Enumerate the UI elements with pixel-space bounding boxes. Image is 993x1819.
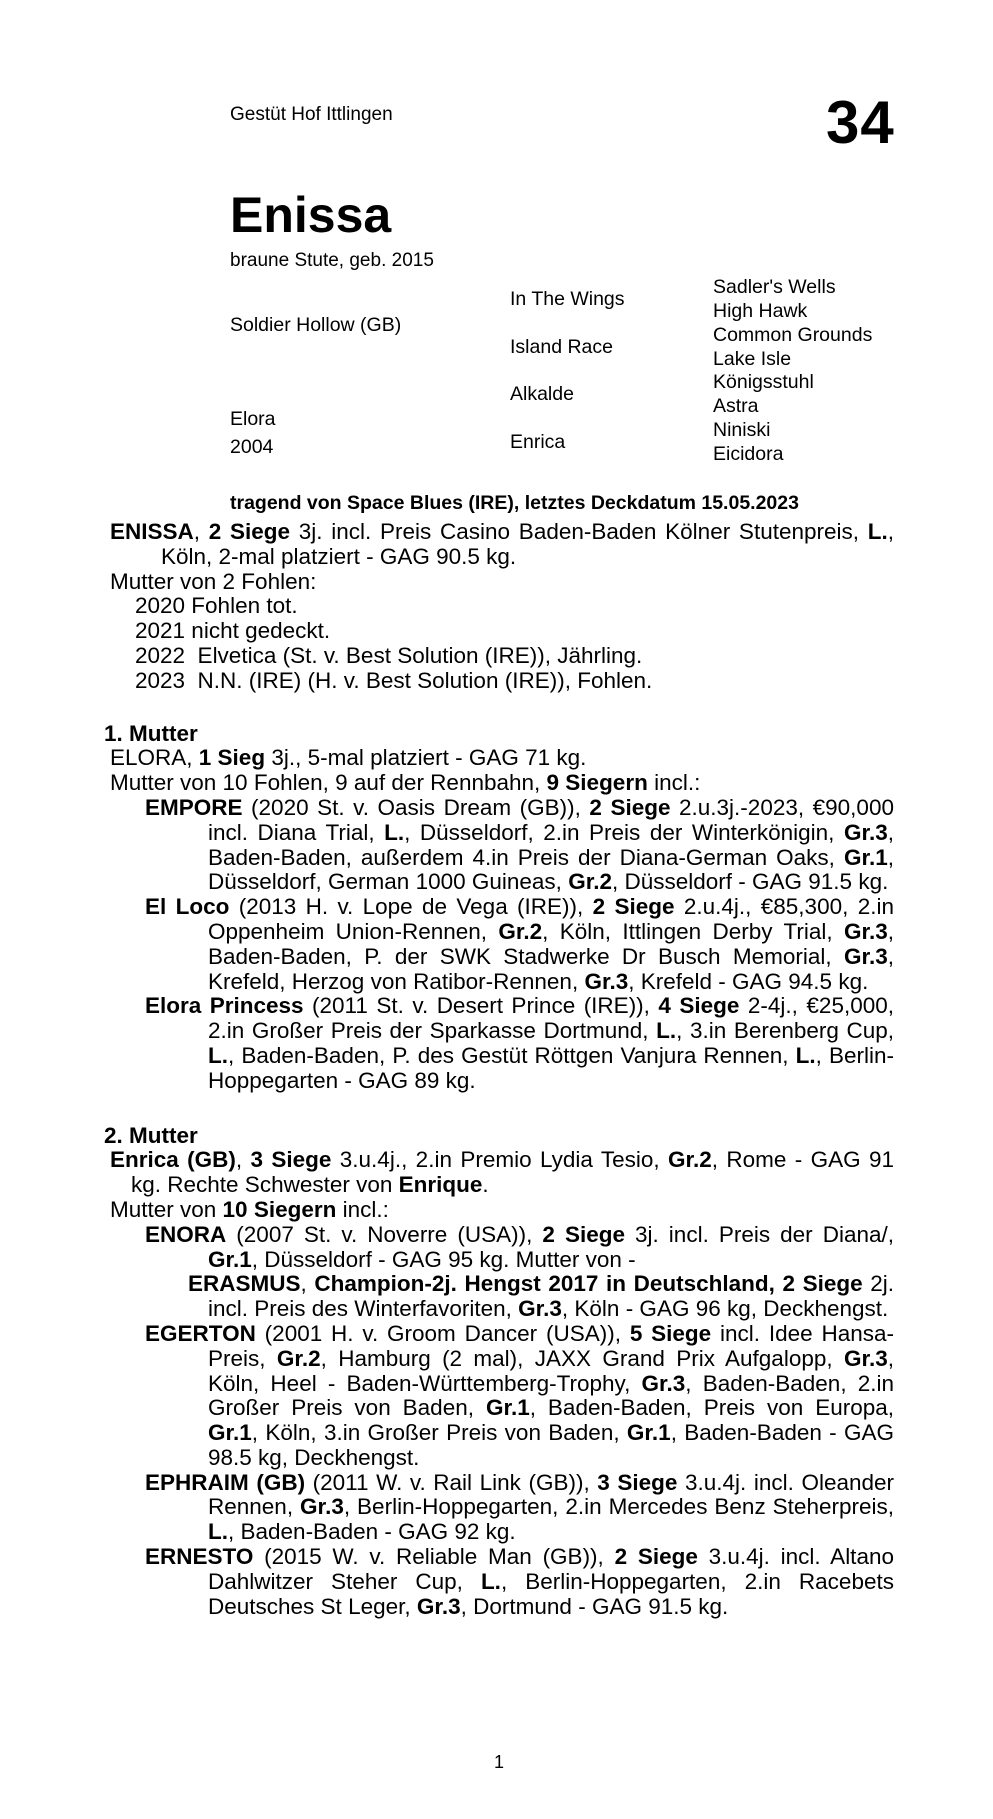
dam-record: ELORA, 1 Sieg 3j., 5-mal platziert - GAG 71 kg. — [110, 745, 587, 771]
section-heading: 1. Mutter — [104, 720, 198, 746]
pedigree-gen3-item: Lake Isle — [713, 348, 792, 370]
dam-produce-summary: Mutter von 10 Siegern incl.: — [110, 1196, 389, 1222]
produce-entry: EPHRAIM (GB) (2011 W. v. Rail Link (GB)), 3 Siege 3.u.4j. incl. Oleander Rennen, Gr.3, Berlin-Hoppegarten, 2.in Mercedes Benz Steherpreis, L., Baden-Baden - GAG 92 kg. — [145, 1469, 894, 1545]
pregnancy-note: tragend von Space Blues (IRE), letztes Deckdatum 15.05.2023 — [230, 492, 799, 514]
pedigree-gen3-item: Sadler's Wells — [713, 276, 836, 298]
foal-entry: 2023 N.N. (IRE) (H. v. Best Solution (IRE)), Fohlen. — [135, 667, 653, 693]
stud-name: Gestüt Hof Ittlingen — [230, 104, 393, 125]
section-heading: 2. Mutter — [104, 1122, 198, 1148]
produce-summary: Mutter von 2 Fohlen: — [110, 568, 317, 594]
pedigree-gen3-item: Niniski — [713, 419, 771, 441]
produce-entry: ENORA (2007 St. v. Noverre (USA)), 2 Siege 3j. incl. Preis der Diana/, Gr.1, Düsseldorf - GAG 95 kg. Mutter von - — [145, 1221, 894, 1272]
produce-record — [104, 520, 894, 1619]
lot-number: 34 — [826, 89, 895, 156]
pedigree-gen3-item: Eicidora — [713, 443, 784, 465]
produce-entry: EMPORE (2020 St. v. Oasis Dream (GB)), 2 Siege 2.u.3j.-2023, €90,000 incl. Diana Trial, L., Düsseldorf, 2.in Preis der Winterkönigin, Gr.3, Baden-Baden, außerdem 4.in Preis der Diana-German Oaks, Gr.1, Düsseldorf, German 1000 Guineas, Gr.2, Düsseldorf - GAG 91.5 kg. — [145, 794, 894, 895]
foal-entry: 2022 Elvetica (St. v. Best Solution (IRE)), Jährling. — [135, 642, 643, 668]
page-number: 1 — [494, 1752, 505, 1772]
pedigree-gen2-item: Alkalde — [510, 383, 574, 405]
foal-entry: 2021 nicht gedeckt. — [135, 618, 331, 644]
pedigree-gen2-item: In The Wings — [510, 288, 625, 310]
produce-entry: El Loco (2013 H. v. Lope de Vega (IRE)), 2 Siege 2.u.4j., €85,300, 2.in Oppenheim Union-Rennen, Gr.2, Köln, Ittlingen Derby Trial, Gr.3, Baden-Baden, P. der SWK Stadwerke Dr Busch Memorial, Gr.3, Krefeld, Herzog von Ratibor-Rennen, Gr.3, Krefeld - GAG 94.5 kg. — [145, 894, 894, 994]
grand-produce-entry: ERASMUS, Champion-2j. Hengst 2017 in Deutschland, 2 Siege 2j. incl. Preis des Winterfavoriten, Gr.3, Köln - GAG 96 kg, Deckhengst. — [188, 1271, 894, 1322]
produce-entry: EGERTON (2001 H. v. Groom Dancer (USA)), 5 Siege incl. Idee Hansa-Preis, Gr.2, Hamburg (2 mal), JAXX Grand Prix Aufgalopp, Gr.3, Köln, Heel - Baden-Württemberg-Trophy, Gr.3, Baden-Baden, 2.in Großer Preis von Baden, Gr.1, Baden-Baden, Preis von Europa, Gr.1, Köln, 3.in Großer Preis von Baden, Gr.1, Baden-Baden - GAG 98.5 kg, Deckhengst. — [145, 1320, 894, 1470]
horse-description: braune Stute, geb. 2015 — [230, 250, 434, 271]
pedigree-gen3-item: Common Grounds — [713, 324, 873, 346]
dam-record: Enrica (GB), 3 Siege 3.u.4j., 2.in Premio Lydia Tesio, Gr.2, Rome - GAG 91 kg. Rechte Schwester von Enrique. — [110, 1147, 895, 1198]
pedigree-gen2-item: Enrica — [510, 431, 566, 453]
dam-produce-summary: Mutter von 10 Fohlen, 9 auf der Rennbahn, 9 Siegern incl.: — [110, 770, 701, 796]
foal-entry: 2020 Fohlen tot. — [135, 593, 298, 619]
pedigree-dam: Elora — [230, 408, 276, 430]
pedigree-gen3-item: High Hawk — [713, 300, 808, 322]
pedigree-gen3-item: Königsstuhl — [713, 371, 814, 393]
horse-name: Enissa — [230, 187, 392, 243]
horse-race-record: ENISSA, 2 Siege 3j. incl. Preis Casino Baden-Baden Kölner Stutenpreis, L., Köln, 2-mal platziert - GAG 90.5 kg. — [110, 519, 894, 569]
produce-entry: Elora Princess (2011 St. v. Desert Prince (IRE)), 4 Siege 2-4j., €25,000, 2.in Großer Preis der Sparkasse Dortmund, L., 3.in Berenberg Cup, L., Baden-Baden, P. des Gestüt Röttgen Vanjura Rennen, L., Berlin-Hoppegarten - GAG 89 kg. — [145, 993, 895, 1093]
produce-entry: ERNESTO (2015 W. v. Reliable Man (GB)), 2 Siege 3.u.4j. incl. Altano Dahlwitzer Steher Cup, L., Berlin-Hoppegarten, 2.in Racebets Deutsches St Leger, Gr.3, Dortmund - GAG 91.5 kg. — [145, 1544, 894, 1619]
pedigree-sire: Soldier Hollow (GB) — [230, 314, 402, 336]
pedigree-gen3-item: Astra — [713, 395, 759, 417]
pedigree-dam-year: 2004 — [230, 436, 274, 458]
pedigree-gen2-item: Island Race — [510, 336, 613, 358]
